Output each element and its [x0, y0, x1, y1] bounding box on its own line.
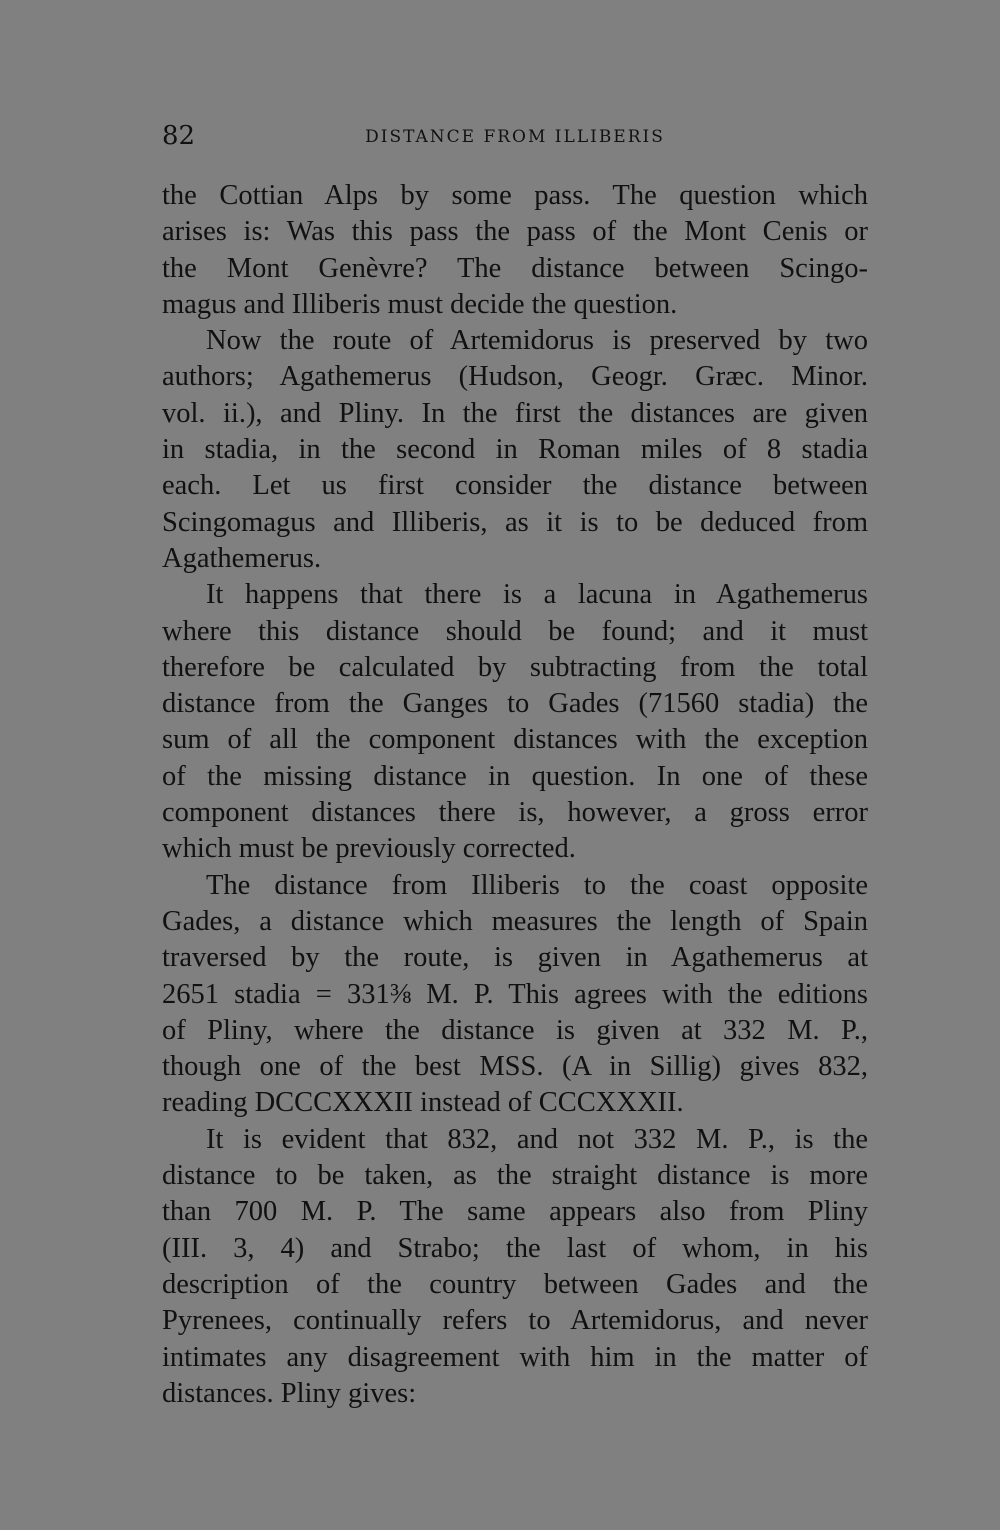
text-line: It happens that there is a lacuna in Agathemerus — [206, 579, 868, 611]
text-line: distance from the Ganges to Gades (71560 stadia) the — [162, 688, 868, 720]
text-line: Gades, a distance which measures the length of Spain — [162, 905, 868, 937]
text-line: the Cottian Alps by some pass. The question which — [162, 180, 868, 211]
text-line: Scingomagus and Illiberis, as it is to be deduced from — [162, 506, 868, 538]
text-line: Agathemerus. — [162, 542, 322, 574]
paragraph-3 — [162, 577, 868, 867]
page-header — [162, 118, 868, 158]
text-line: description of the country between Gades and the — [162, 1268, 868, 1300]
paragraph-2 — [162, 323, 868, 577]
text-line: traversed by the route, is given in Agathemerus at — [162, 942, 868, 974]
text-line: Pyrenees, continually refers to Artemidorus, and never — [162, 1305, 868, 1337]
paragraph-5 — [162, 1122, 868, 1412]
text-line: arises is: Was this pass the pass of the Mont Cenis or — [162, 216, 868, 248]
text-line: distances. Pliny gives: — [162, 1377, 417, 1409]
text-line: which must be previously corrected. — [162, 833, 576, 865]
text-line: reading DCCCXXXII instead of CCCXXXII. — [162, 1087, 684, 1119]
text-line: the Mont Genèvre? The distance between Scingo- — [162, 252, 868, 284]
text-line: though one of the best MSS. (A in Sillig) gives 832, — [162, 1051, 868, 1083]
text-line: of Pliny, where the distance is given at 332 M. P., — [162, 1014, 868, 1046]
text-line: component distances there is, however, a gross error — [162, 797, 868, 829]
text-line: in stadia, in the second in Roman miles of 8 stadia — [162, 434, 868, 466]
text-line: therefore be calculated by subtracting from the total — [162, 651, 868, 683]
page-number: 82 — [162, 121, 196, 151]
text-line: distance to be taken, as the straight distance is more — [162, 1160, 868, 1192]
text-line: each. Let us first consider the distance between — [162, 470, 868, 502]
text-line: than 700 M. P. The same appears also from Pliny — [162, 1196, 868, 1228]
text-line: Now the route of Artemidorus is preserved by two — [206, 325, 868, 357]
text-line: authors; Agathemerus (Hudson, Geogr. Græc. Minor. — [162, 361, 868, 393]
paragraph-4 — [162, 868, 868, 1122]
text-line: 2651 stadia = 331⅜ M. P. This agrees with the editions — [162, 978, 868, 1010]
running-title: DISTANCE FROM ILLIBERIS — [365, 127, 665, 147]
text-line: intimates any disagreement with him in the matter of — [162, 1341, 868, 1373]
paragraph-1 — [162, 178, 868, 323]
body-text — [162, 178, 868, 1412]
text-line: magus and Illiberis must decide the question. — [162, 288, 678, 320]
text-line: sum of all the component distances with the exception — [162, 724, 868, 756]
text-line: vol. ii.), and Pliny. In the first the distances are given — [162, 397, 868, 429]
text-line: (III. 3, 4) and Strabo; the last of whom, in his — [162, 1232, 868, 1264]
text-line: The distance from Illiberis to the coast opposite — [206, 869, 868, 901]
text-line: of the missing distance in question. In one of these — [162, 760, 868, 792]
text-line: where this distance should be found; and it must — [162, 615, 868, 647]
text-line: It is evident that 832, and not 332 M. P., is the — [206, 1123, 868, 1155]
